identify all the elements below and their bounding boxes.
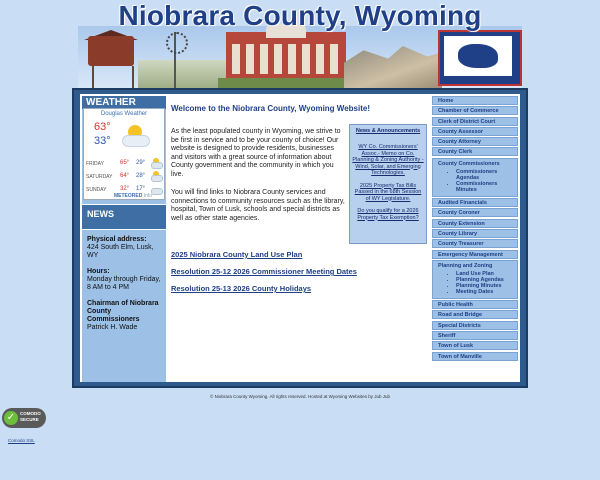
- nav-item-sheriff[interactable]: Sheriff: [432, 331, 518, 340]
- nav-item-planning-zoning[interactable]: Planning and Zoning: [438, 262, 493, 269]
- secure-badge-shape: [2, 408, 46, 428]
- left-sidebar: [82, 96, 166, 382]
- partly-cloudy-icon: [151, 171, 161, 181]
- forecast-row: [84, 170, 164, 183]
- nav-group-commissioners: [432, 158, 518, 197]
- nav-item-extension[interactable]: County Extension: [432, 219, 518, 228]
- chairman-label: Chairman of Niobrara County Commissioners: [87, 300, 159, 323]
- nav-subitem-meeting-dates[interactable]: • Meeting Dates: [456, 289, 517, 295]
- nav-item-commissioners[interactable]: County Commissioners: [438, 160, 500, 167]
- comodo-secure-badge[interactable]: [2, 408, 46, 430]
- forecast-day: FRIDAY: [86, 161, 104, 167]
- announcement-link[interactable]: WY Co. Commissioners' Assoc.- Memo on Co. Planning & Zoning Authority - Wind, Solar, and Emerging Technologies.: [352, 144, 424, 176]
- intro-text: [171, 128, 345, 233]
- nav-item-clerk-district-court[interactable]: Clerk of District Court: [432, 117, 518, 126]
- weather-provider-link[interactable]: METEORED Info: [114, 193, 153, 199]
- courthouse-lawn: [218, 78, 354, 88]
- hours-label: Hours:: [87, 268, 110, 275]
- announcements-box: [349, 124, 427, 244]
- forecast-day: SUNDAY: [86, 187, 107, 193]
- forecast-high: 65°: [120, 160, 130, 166]
- site-banner: [78, 0, 522, 88]
- nav-item-clerk[interactable]: County Clerk: [432, 147, 518, 156]
- secure-badge-text: COMODO SECURE: [20, 411, 41, 422]
- forecast-low: 29°: [136, 160, 146, 166]
- intro-paragraph: You will find links to Niobrara County services and connections to community resources such as the library, hospital, Town of Lusk, schools and special districts as well as other state agencies.: [171, 189, 345, 222]
- nav-item-audited-financials[interactable]: Audited Financials: [432, 198, 518, 207]
- right-navigation: [432, 96, 518, 362]
- nav-subitem-land-use-plan[interactable]: • Land Use Plan: [456, 271, 517, 277]
- partly-cloudy-icon: [151, 158, 161, 168]
- announcement-link[interactable]: 2025 Property Tax Bills Passed in the 68th Session of WY Legislature.: [354, 182, 422, 202]
- weather-today: [84, 117, 164, 157]
- forecast-row: [84, 157, 164, 170]
- news-heading: NEWS: [82, 204, 166, 230]
- nav-item-town-of-manville[interactable]: Town of Manville: [432, 352, 518, 361]
- land-use-plan-link[interactable]: 2025 Niobrara County Land Use Plan: [171, 250, 303, 259]
- weather-widget[interactable]: [83, 108, 165, 200]
- nav-subitem-commissioners-minutes[interactable]: • Commissioners Minutes: [456, 181, 517, 193]
- nav-subitem-planning-minutes[interactable]: • Planning Minutes: [456, 283, 517, 289]
- site-title: Niobrara County, Wyoming: [118, 0, 482, 31]
- forecast-high: 32°: [120, 186, 130, 192]
- nav-subitem-planning-agendas[interactable]: • Planning Agendas: [456, 277, 517, 283]
- nav-item-chamber[interactable]: Chamber of Commerce: [432, 106, 518, 115]
- windmill-wheel: [166, 32, 188, 54]
- today-high: 63°: [94, 121, 111, 133]
- snow-cloud-icon: [151, 184, 161, 194]
- nav-item-road-bridge[interactable]: Road and Bridge: [432, 310, 518, 319]
- welcome-heading: Welcome to the Niobrara County, Wyoming Website!: [171, 104, 370, 113]
- nav-item-treasurer[interactable]: County Treasurer: [432, 239, 518, 248]
- announcement-link[interactable]: Do you qualify for a 2026 Property Tax Exemption?: [357, 208, 419, 221]
- partly-cloudy-icon: [122, 123, 148, 149]
- nav-item-attorney[interactable]: County Attorney: [432, 137, 518, 146]
- nav-item-emergency-management[interactable]: Emergency Management: [432, 250, 518, 259]
- courthouse-windows: [232, 44, 340, 74]
- forecast-day: SATURDAY: [86, 174, 113, 180]
- today-low: 33°: [94, 135, 111, 147]
- intro-paragraph: As the least populated county in Wyoming, we strive to be first in service and to be your county of choice! Our website is designed to provide residents, businesses and visitors with a great source of information about County government and the community in which you live.: [171, 128, 341, 178]
- weather-location[interactable]: Douglas Weather: [100, 111, 148, 117]
- forecast-low: 28°: [136, 173, 146, 179]
- nav-item-public-health[interactable]: Public Health: [432, 300, 518, 309]
- forecast-low: 17°: [136, 186, 146, 192]
- comodo-ssl-link[interactable]: Comodo SSL: [8, 438, 35, 443]
- announcements-heading: News & Announcements: [355, 128, 421, 134]
- nav-item-special-districts[interactable]: Special Districts: [432, 321, 518, 330]
- water-tower-legs: [92, 66, 134, 88]
- nav-item-coroner[interactable]: County Coroner: [432, 208, 518, 217]
- contact-info: [82, 232, 166, 344]
- county-holidays-link[interactable]: Resolution 25-13 2026 County Holidays: [171, 284, 312, 293]
- document-links: [171, 250, 431, 301]
- address-value: 424 South Elm, Lusk, WY: [87, 244, 154, 259]
- hours-value: Monday through Friday, 8 AM to 4 PM: [87, 276, 161, 291]
- nav-item-library[interactable]: County Library: [432, 229, 518, 238]
- nav-item-assessor[interactable]: County Assessor: [432, 127, 518, 136]
- nav-item-home[interactable]: Home: [432, 96, 518, 105]
- address-label: Physical address:: [87, 236, 147, 243]
- bison-icon: [458, 44, 498, 68]
- checkmark-icon: ✓: [4, 411, 18, 425]
- nav-subitem-commissioners-agendas[interactable]: • Commissioners Agendas: [456, 169, 517, 181]
- nav-group-planning: [432, 260, 518, 299]
- weather-heading: WEATHER: [82, 96, 166, 109]
- nav-item-town-of-lusk[interactable]: Town of Lusk: [432, 341, 518, 350]
- forecast-high: 64°: [120, 173, 130, 179]
- footer-copyright: © Niobrara County Wyoming. All rights reserved. Hosted at Wyoming Websites by Jub Jub: [210, 394, 390, 399]
- meeting-dates-link[interactable]: Resolution 25-12 2026 Commissioner Meeting Dates: [171, 267, 357, 276]
- water-tower-image: [88, 36, 134, 66]
- chairman-name: Patrick H. Wade: [87, 324, 138, 331]
- main-content: [170, 100, 432, 293]
